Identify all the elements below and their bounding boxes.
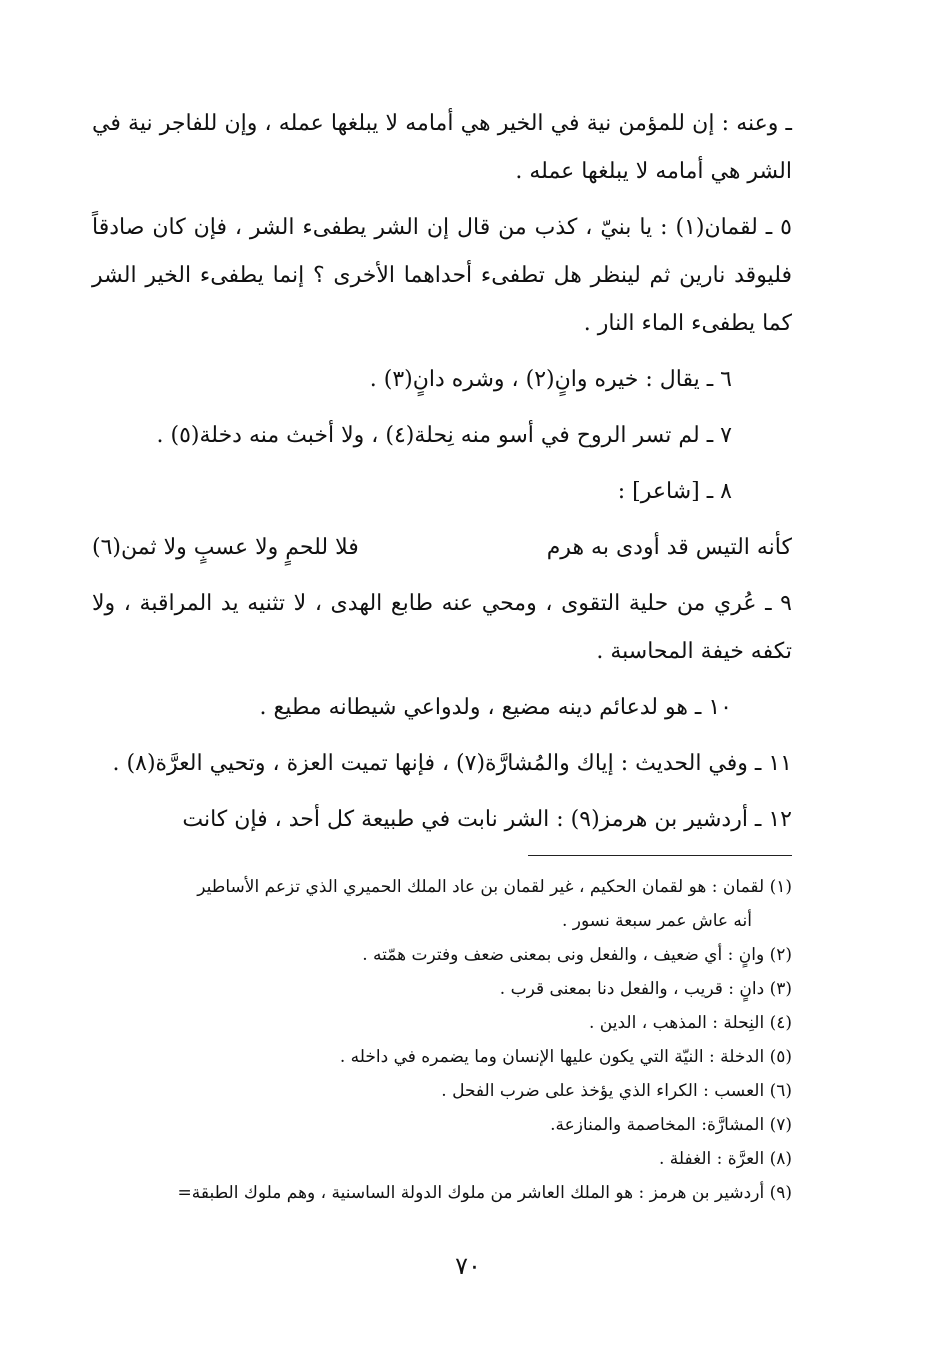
footnote-2: (٢) وانٍ : أي ضعيف ، والفعل ونى بمعنى ضعف وفترت همّته . (362, 945, 792, 965)
poem-right-hemistich: كأنه التيس قد أودى به هرم (546, 535, 792, 560)
paragraph-6: ٦ ـ يقال : خيره وانٍ(٢) ، وشره دانٍ(٣) . (369, 367, 732, 392)
footnote-1 (92, 870, 792, 938)
page-number: ٧٠ (455, 1252, 481, 1280)
paragraph-7: ٧ ـ لم تسر الروح في أسو منه نِحلة(٤) ، ولا أخبث منه دخلة(٥) . (156, 423, 732, 448)
footnote-8: (٨) العرَّة : الغفلة . (659, 1149, 792, 1169)
paragraph-10: ١٠ ـ هو لدعائم دينه مضيع ، ولدواعي شيطانه مطيع . (259, 695, 732, 720)
paragraph-11: ١١ ـ وفي الحديث : إياك والمُشارَّة(٧) ، فإنها تميت العزة ، وتحيي العرَّة(٨) . (112, 751, 792, 776)
paragraph-12: ١٢ ـ أردشير بن هرمز(٩) : الشر نابت في طبيعة كل أحد ، فإن كانت (182, 807, 792, 832)
footnote-1-continuation: أنه عاش عمر سبعة نسور . (562, 911, 752, 931)
footnote-9: (٩) أردشير بن هرمز : هو الملك العاشر من ملوك الدولة الساسنية ، وهم ملوك الطبقة= (177, 1183, 792, 1203)
poem-left-hemistich: فلا للحمٍ ولا عسبٍ ولا ثمن(٦) (92, 535, 359, 560)
poem-verse (92, 524, 792, 572)
page-body (92, 100, 792, 1300)
footnotes (92, 870, 792, 1210)
paragraph-9: ٩ ـ عُري من حلية التقوى ، ومحي عنه طابع الهدى ، لا تثنيه يد المراقبة ، ولا تكفه خيفة المحاسبة . (92, 591, 792, 664)
footnote-7: (٧) المشارَّة: المخاصمة والمنازعة. (550, 1115, 792, 1135)
paragraph-8: ٨ ـ [شاعر] : (617, 479, 732, 504)
footnote-5: (٥) الدخلة : النيّة التي يكون عليها الإنسان وما يضمره في داخله . (339, 1047, 792, 1067)
paragraph-5: ٥ ـ لقمان(١) : يا بنيّ ، كذب من قال إن الشر يطفىء الشر ، فإن كان صادقاً فليوقد نارين ثم لينظر هل تطفىء أحداهما الأخرى ؟ إنما يطفىء الخير الشر كما يطفىء الماء النار . (92, 215, 792, 336)
footnote-divider (528, 855, 792, 856)
footnote-1-text: (١) لقمان : هو لقمان الحكيم ، غير لقمان بن عاد الملك الحميري الذي تزعم الأساطير (197, 877, 792, 897)
paragraph-1: ـ وعنه : إن للمؤمن نية في الخير هي أمامه لا يبلغها عمله ، وإن للفاجر نية في الشر هي أمامه لا يبلغها عمله . (92, 111, 792, 184)
footnote-4: (٤) النِحلة : المذهب ، الدين . (588, 1013, 792, 1033)
footnote-6: (٦) العسب : الكراء الذي يؤخذ على ضرب الفحل . (441, 1081, 792, 1101)
footnote-3: (٣) دانٍ : قريب ، والفعل دنا بمعنى قرب . (499, 979, 792, 999)
